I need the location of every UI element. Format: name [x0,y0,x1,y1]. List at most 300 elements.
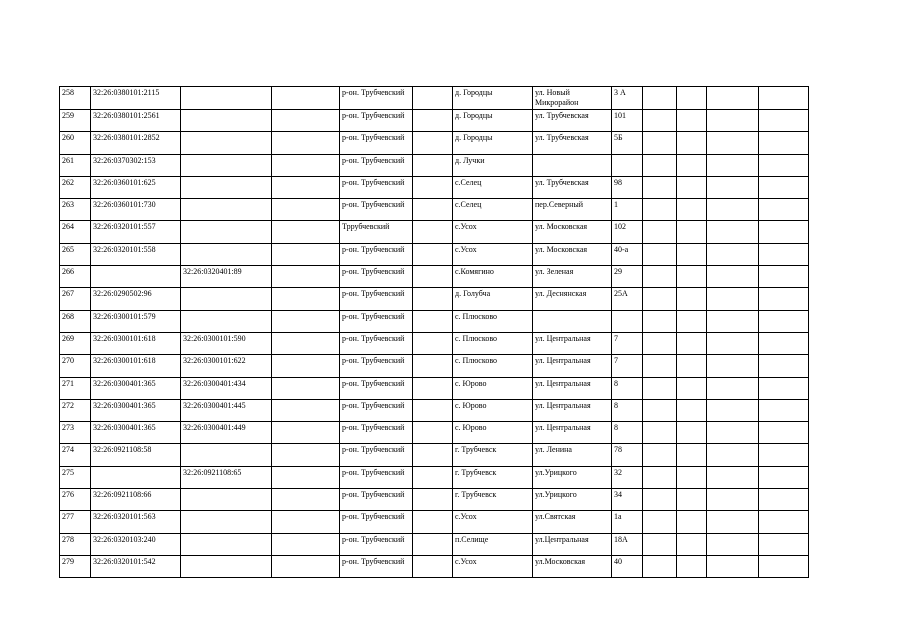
house-number-cell: 29 [612,266,643,288]
district-cell: р-он. Трубчевский [340,132,413,154]
empty-cell [677,110,707,132]
cadastral-number-cell: 32:26:0320101:557 [91,221,181,243]
blank-cell [413,399,453,421]
empty-cell [643,176,677,198]
district-cell: р-он. Трубчевский [340,377,413,399]
empty-cell [707,243,759,265]
locality-cell: с.Усох [453,555,533,577]
locality-cell: г. Трубчевск [453,444,533,466]
locality-cell: г. Трубчевск [453,466,533,488]
table-row [60,399,809,421]
empty-cell [643,489,677,511]
table-row [60,310,809,332]
row-number-cell: 277 [60,511,91,533]
empty-cell [759,310,809,332]
empty-cell [707,533,759,555]
secondary-cadastral-number-cell [181,489,272,511]
street-cell: ул. Московская [533,243,612,265]
empty-cell [677,243,707,265]
cadastral-number-cell: 32:26:0380101:2852 [91,132,181,154]
house-number-cell: 101 [612,110,643,132]
empty-cell [677,533,707,555]
empty-cell [677,132,707,154]
secondary-cadastral-number-cell [181,444,272,466]
empty-cell [677,310,707,332]
house-number-cell: 32 [612,466,643,488]
house-number-cell: 7 [612,355,643,377]
blank-cell [413,87,453,110]
empty-cell [677,266,707,288]
blank-cell [413,511,453,533]
district-cell: р-он. Трубчевский [340,511,413,533]
empty-cell [707,422,759,444]
empty-cell [759,489,809,511]
empty-cell [677,466,707,488]
district-cell: р-он. Трубчевский [340,110,413,132]
blank-cell [413,422,453,444]
secondary-cadastral-number-cell [181,221,272,243]
empty-cell [643,199,677,221]
locality-cell: с. Юрово [453,422,533,444]
district-cell: р-он. Трубчевский [340,466,413,488]
cadastral-number-cell: 32:26:0300101:618 [91,332,181,354]
table-row [60,110,809,132]
locality-cell: д. Голубча [453,288,533,310]
blank-cell [272,176,340,198]
locality-cell: д. Городцы [453,132,533,154]
row-number-cell: 261 [60,154,91,176]
empty-cell [677,87,707,110]
district-cell: Тррубчевский [340,221,413,243]
empty-cell [759,377,809,399]
blank-cell [413,221,453,243]
blank-cell [413,266,453,288]
empty-cell [759,266,809,288]
district-cell: р-он. Трубчевский [340,310,413,332]
empty-cell [707,110,759,132]
table-row [60,266,809,288]
blank-cell [413,132,453,154]
street-cell: ул. Центральная [533,355,612,377]
table-row [60,533,809,555]
property-registry-table [59,86,809,578]
blank-cell [413,199,453,221]
empty-cell [759,533,809,555]
table-row [60,466,809,488]
street-cell [533,310,612,332]
empty-cell [759,332,809,354]
blank-cell [272,221,340,243]
blank-cell [272,444,340,466]
secondary-cadastral-number-cell: 32:26:0300101:622 [181,355,272,377]
locality-cell: г. Трубчевск [453,489,533,511]
empty-cell [643,266,677,288]
empty-cell [759,555,809,577]
district-cell: р-он. Трубчевский [340,533,413,555]
empty-cell [643,399,677,421]
table-row [60,176,809,198]
house-number-cell: 40-а [612,243,643,265]
street-cell: ул. Центральная [533,422,612,444]
house-number-cell: 5Б [612,132,643,154]
row-number-cell: 260 [60,132,91,154]
empty-cell [707,466,759,488]
blank-cell [413,377,453,399]
row-number-cell: 259 [60,110,91,132]
secondary-cadastral-number-cell: 32:26:0300401:445 [181,399,272,421]
street-cell: ул. Центральная [533,399,612,421]
empty-cell [677,444,707,466]
blank-cell [272,466,340,488]
blank-cell [413,555,453,577]
secondary-cadastral-number-cell [181,243,272,265]
locality-cell: п.Селище [453,533,533,555]
district-cell: р-он. Трубчевский [340,444,413,466]
street-cell: ул.Святская [533,511,612,533]
empty-cell [677,489,707,511]
empty-cell [677,377,707,399]
street-cell: ул.Урицкого [533,489,612,511]
row-number-cell: 258 [60,87,91,110]
empty-cell [643,310,677,332]
empty-cell [643,377,677,399]
empty-cell [643,533,677,555]
secondary-cadastral-number-cell [181,132,272,154]
street-cell: ул.Московская [533,555,612,577]
locality-cell: с. Плюсково [453,332,533,354]
empty-cell [759,87,809,110]
empty-cell [759,288,809,310]
empty-cell [643,511,677,533]
house-number-cell: 40 [612,555,643,577]
blank-cell [272,332,340,354]
cadastral-number-cell: 32:26:0320101:542 [91,555,181,577]
district-cell: р-он. Трубчевский [340,243,413,265]
cadastral-number-cell: 32:26:0300101:618 [91,355,181,377]
district-cell: р-он. Трубчевский [340,422,413,444]
registry-body [60,87,809,578]
district-cell: р-он. Трубчевский [340,87,413,110]
blank-cell [272,132,340,154]
empty-cell [759,399,809,421]
locality-cell: с. Юрово [453,399,533,421]
row-number-cell: 279 [60,555,91,577]
street-cell: ул.Центральная [533,533,612,555]
table-row [60,154,809,176]
empty-cell [677,555,707,577]
empty-cell [677,288,707,310]
cadastral-number-cell [91,266,181,288]
district-cell: р-он. Трубчевский [340,176,413,198]
cadastral-number-cell: 32:26:0360101:730 [91,199,181,221]
district-cell: р-он. Трубчевский [340,266,413,288]
empty-cell [677,199,707,221]
table-row [60,377,809,399]
blank-cell [272,154,340,176]
district-cell: р-он. Трубчевский [340,355,413,377]
empty-cell [643,154,677,176]
district-cell: р-он. Трубчевский [340,288,413,310]
table-row [60,87,809,110]
blank-cell [272,377,340,399]
blank-cell [413,243,453,265]
empty-cell [759,243,809,265]
secondary-cadastral-number-cell: 32:26:0921108:65 [181,466,272,488]
blank-cell [272,355,340,377]
locality-cell: д. Лучки [453,154,533,176]
table-row [60,444,809,466]
locality-cell: с.Селец [453,199,533,221]
table-row [60,422,809,444]
empty-cell [643,132,677,154]
district-cell: р-он. Трубчевский [340,555,413,577]
cadastral-number-cell: 32:26:0360101:625 [91,176,181,198]
street-cell: пер.Северный [533,199,612,221]
blank-cell [272,533,340,555]
row-number-cell: 278 [60,533,91,555]
empty-cell [707,266,759,288]
row-number-cell: 262 [60,176,91,198]
cadastral-number-cell: 32:26:0320101:563 [91,511,181,533]
table-row [60,511,809,533]
row-number-cell: 272 [60,399,91,421]
secondary-cadastral-number-cell [181,110,272,132]
locality-cell: с.Комягино [453,266,533,288]
house-number-cell: 1 [612,199,643,221]
row-number-cell: 275 [60,466,91,488]
street-cell [533,154,612,176]
blank-cell [413,176,453,198]
empty-cell [707,511,759,533]
table-row [60,332,809,354]
blank-cell [413,489,453,511]
secondary-cadastral-number-cell [181,199,272,221]
house-number-cell [612,310,643,332]
house-number-cell: 8 [612,422,643,444]
empty-cell [707,399,759,421]
empty-cell [707,221,759,243]
blank-cell [272,422,340,444]
empty-cell [643,422,677,444]
house-number-cell: 98 [612,176,643,198]
row-number-cell: 273 [60,422,91,444]
blank-cell [272,399,340,421]
row-number-cell: 270 [60,355,91,377]
empty-cell [707,332,759,354]
empty-cell [677,176,707,198]
cadastral-number-cell: 32:26:0300401:365 [91,377,181,399]
empty-cell [759,444,809,466]
locality-cell: с.Селец [453,176,533,198]
empty-cell [759,110,809,132]
empty-cell [707,288,759,310]
secondary-cadastral-number-cell [181,87,272,110]
blank-cell [413,288,453,310]
house-number-cell: 18А [612,533,643,555]
secondary-cadastral-number-cell [181,154,272,176]
cadastral-number-cell: 32:26:0320103:240 [91,533,181,555]
cadastral-number-cell: 32:26:0921108:58 [91,444,181,466]
cadastral-number-cell: 32:26:0921108:66 [91,489,181,511]
secondary-cadastral-number-cell: 32:26:0320401:89 [181,266,272,288]
empty-cell [759,132,809,154]
district-cell: р-он. Трубчевский [340,154,413,176]
empty-cell [643,221,677,243]
street-cell: ул. Трубчевская [533,176,612,198]
blank-cell [413,110,453,132]
locality-cell: д. Городцы [453,110,533,132]
row-number-cell: 271 [60,377,91,399]
house-number-cell: 1а [612,511,643,533]
empty-cell [759,355,809,377]
empty-cell [643,110,677,132]
table-row [60,221,809,243]
empty-cell [759,221,809,243]
blank-cell [272,199,340,221]
blank-cell [413,154,453,176]
district-cell: р-он. Трубчевский [340,332,413,354]
street-cell: ул. Новый Микрорайон [533,87,612,110]
house-number-cell: 3 А [612,87,643,110]
empty-cell [707,87,759,110]
blank-cell [413,332,453,354]
table-row [60,243,809,265]
blank-cell [413,444,453,466]
empty-cell [707,132,759,154]
cadastral-number-cell: 32:26:0380101:2115 [91,87,181,110]
secondary-cadastral-number-cell [181,288,272,310]
cadastral-number-cell: 32:26:0300401:365 [91,399,181,421]
blank-cell [272,266,340,288]
street-cell: ул. Московская [533,221,612,243]
locality-cell: д. Городцы [453,87,533,110]
house-number-cell: 8 [612,399,643,421]
district-cell: р-он. Трубчевский [340,489,413,511]
empty-cell [643,466,677,488]
locality-cell: с.Усох [453,221,533,243]
row-number-cell: 265 [60,243,91,265]
empty-cell [677,221,707,243]
empty-cell [759,422,809,444]
cadastral-number-cell: 32:26:0300101:579 [91,310,181,332]
table-row [60,489,809,511]
house-number-cell: 78 [612,444,643,466]
secondary-cadastral-number-cell [181,533,272,555]
row-number-cell: 269 [60,332,91,354]
table-row [60,199,809,221]
table-row [60,355,809,377]
secondary-cadastral-number-cell: 32:26:0300401:449 [181,422,272,444]
street-cell: ул.Урицкого [533,466,612,488]
empty-cell [707,377,759,399]
empty-cell [677,422,707,444]
empty-cell [707,310,759,332]
house-number-cell: 102 [612,221,643,243]
secondary-cadastral-number-cell [181,176,272,198]
row-number-cell: 264 [60,221,91,243]
house-number-cell: 8 [612,377,643,399]
locality-cell: с. Плюсково [453,355,533,377]
cadastral-number-cell: 32:26:0290502:96 [91,288,181,310]
empty-cell [677,355,707,377]
street-cell: ул. Трубчевская [533,132,612,154]
blank-cell [272,489,340,511]
street-cell: ул. Ленина [533,444,612,466]
empty-cell [759,154,809,176]
blank-cell [272,87,340,110]
blank-cell [272,288,340,310]
empty-cell [707,444,759,466]
row-number-cell: 268 [60,310,91,332]
blank-cell [413,533,453,555]
cadastral-number-cell: 32:26:0300401:365 [91,422,181,444]
cadastral-number-cell: 32:26:0380101:2561 [91,110,181,132]
table-row [60,555,809,577]
blank-cell [272,110,340,132]
empty-cell [759,199,809,221]
empty-cell [677,154,707,176]
secondary-cadastral-number-cell: 32:26:0300401:434 [181,377,272,399]
empty-cell [643,444,677,466]
district-cell: р-он. Трубчевский [340,399,413,421]
blank-cell [413,355,453,377]
secondary-cadastral-number-cell [181,511,272,533]
table-row [60,288,809,310]
secondary-cadastral-number-cell [181,310,272,332]
empty-cell [643,332,677,354]
locality-cell: с.Усох [453,243,533,265]
house-number-cell: 34 [612,489,643,511]
row-number-cell: 266 [60,266,91,288]
empty-cell [707,555,759,577]
secondary-cadastral-number-cell [181,555,272,577]
locality-cell: с. Плюсково [453,310,533,332]
blank-cell [272,511,340,533]
row-number-cell: 276 [60,489,91,511]
empty-cell [759,466,809,488]
row-number-cell: 263 [60,199,91,221]
house-number-cell [612,154,643,176]
empty-cell [643,243,677,265]
empty-cell [707,176,759,198]
row-number-cell: 274 [60,444,91,466]
cadastral-number-cell: 32:26:0370302:153 [91,154,181,176]
empty-cell [707,489,759,511]
row-number-cell: 267 [60,288,91,310]
secondary-cadastral-number-cell: 32:26:0300101:590 [181,332,272,354]
street-cell: ул. Зеленая [533,266,612,288]
empty-cell [677,332,707,354]
empty-cell [643,355,677,377]
table-row [60,132,809,154]
district-cell: р-он. Трубчевский [340,199,413,221]
street-cell: ул. Центральная [533,377,612,399]
empty-cell [677,511,707,533]
cadastral-number-cell: 32:26:0320101:558 [91,243,181,265]
street-cell: ул. Трубчевская [533,110,612,132]
cadastral-number-cell [91,466,181,488]
empty-cell [643,555,677,577]
empty-cell [677,399,707,421]
empty-cell [707,199,759,221]
house-number-cell: 25А [612,288,643,310]
blank-cell [272,555,340,577]
blank-cell [413,466,453,488]
locality-cell: с.Усох [453,511,533,533]
empty-cell [707,355,759,377]
empty-cell [707,154,759,176]
street-cell: ул. Деснянская [533,288,612,310]
